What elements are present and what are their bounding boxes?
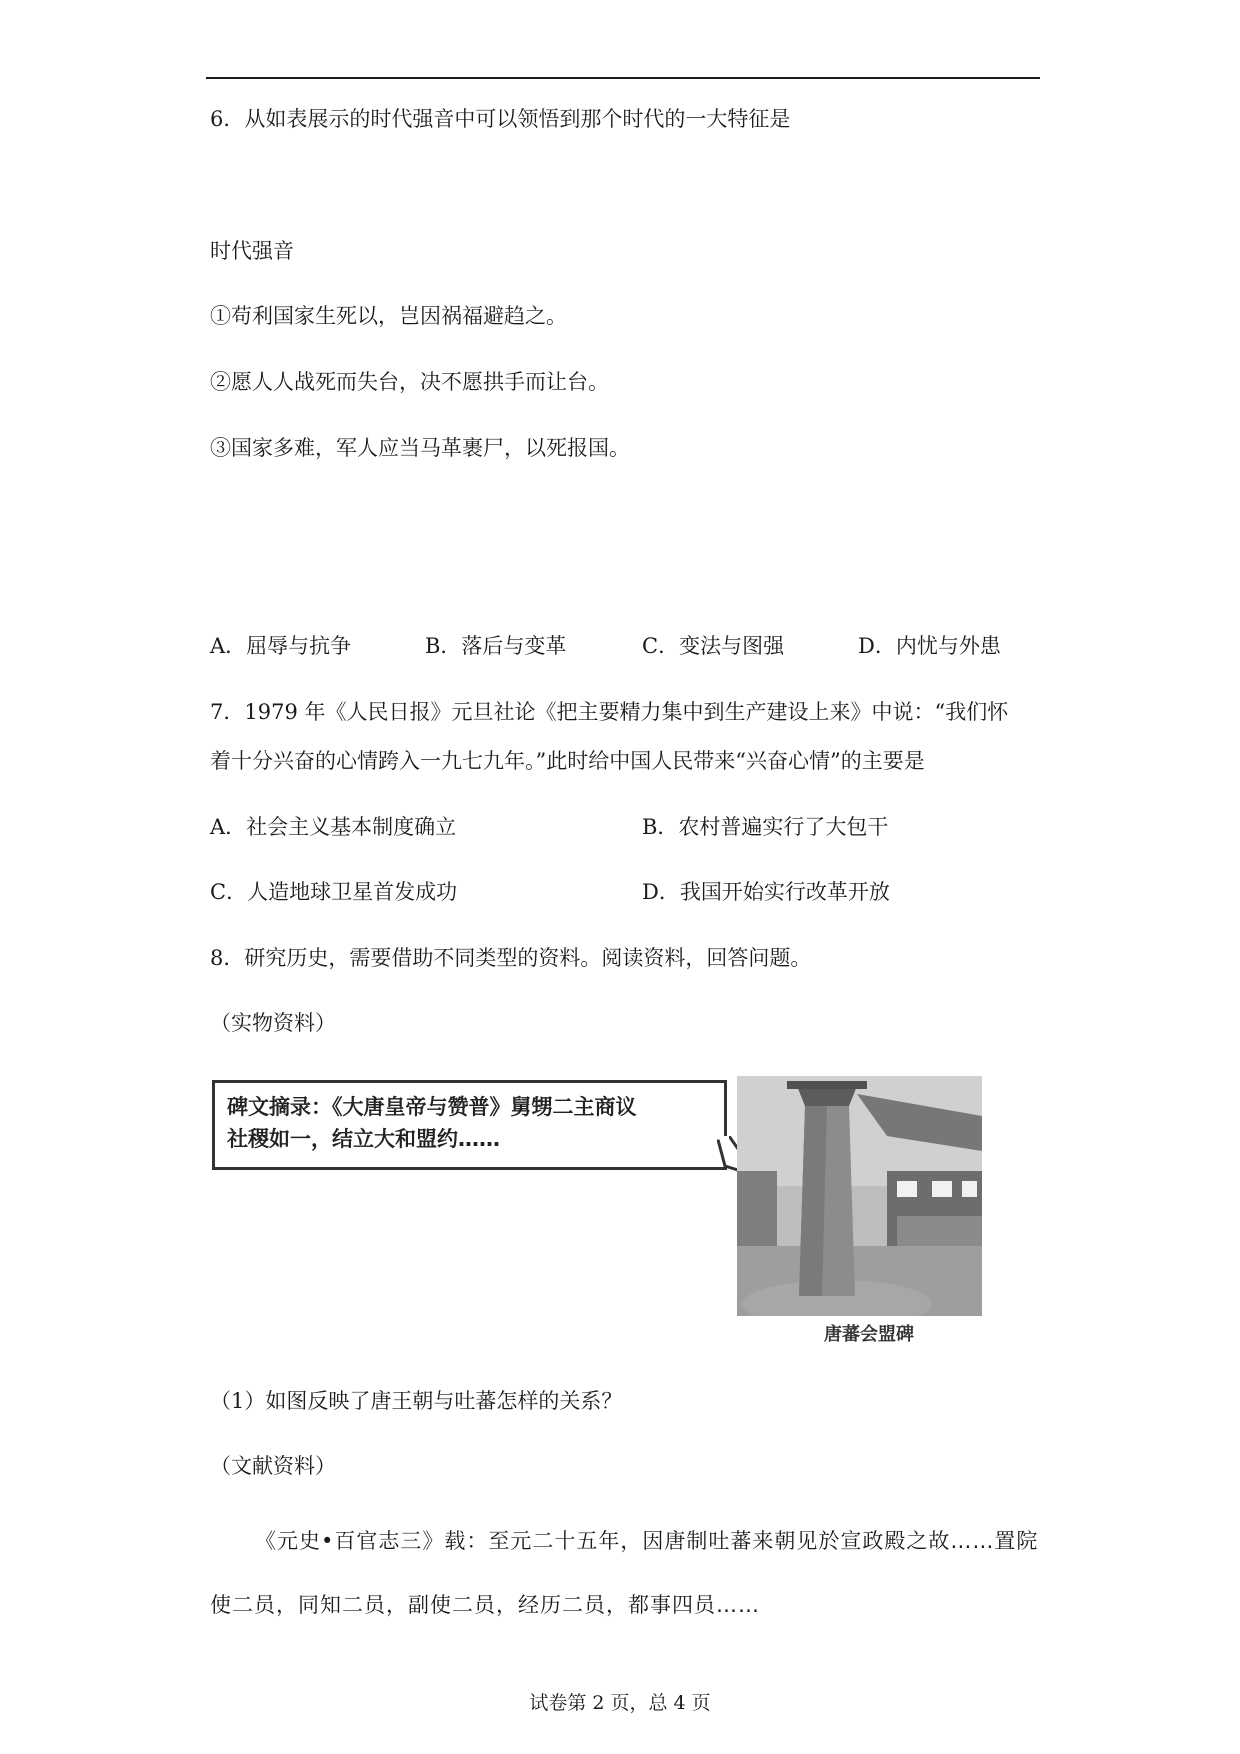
q8-doc-line1: 《元史•百官志三》载：至元二十五年，因唐制吐蕃来朝见於宣政殿之故……置院 (255, 1529, 1039, 1553)
q8-sub1: （1）如图反映了唐王朝与吐蕃怎样的关系？ (210, 1389, 623, 1413)
q7-option-d: D．我国开始实行改革开放 (642, 880, 890, 904)
q6-table-header: 时代强音 (210, 239, 294, 263)
q6-stem: 6．从如表展示的时代强音中可以领悟到那个时代的一大特征是 (210, 107, 791, 131)
q7-option-a: A．社会主义基本制度确立 (210, 815, 457, 839)
q6-item-1: ①苟利国家生死以，岂因祸福避趋之。 (210, 304, 567, 328)
q8-material2-label: （文献资料） (210, 1454, 336, 1478)
inscription-line2: 社稷如一，结立大和盟约…… (227, 1127, 500, 1151)
inscription-line1: 碑文摘录：《大唐皇帝与赞普》舅甥二主商议 (227, 1095, 637, 1119)
q7-option-b: B．农村普遍实行了大包干 (642, 815, 889, 839)
q6-item-2: ②愿人人战死而失台，决不愿拱手而让台。 (210, 370, 609, 394)
q7-option-c: C．人造地球卫星首发成功 (210, 880, 458, 904)
q7-stem-line1: 7．1979 年《人民日报》元旦社论《把主要精力集中到生产建设上来》中说：“我们怀 (210, 700, 1009, 724)
q6-item-3: ③国家多难，军人应当马革裹尸，以死报国。 (210, 436, 630, 460)
stele-figure (212, 1076, 982, 1346)
stele-photo (737, 1076, 982, 1316)
q8-material1-label: （实物资料） (210, 1011, 336, 1035)
q7-stem-line2: 着十分兴奋的心情跨入一九七九年。”此时给中国人民带来“兴奋心情”的主要是 (210, 749, 925, 773)
inscription-bubble (212, 1080, 727, 1170)
photo-caption: 唐蕃会盟碑 (824, 1324, 914, 1345)
q6-option-d: D．内忧与外患 (858, 634, 1001, 658)
q8-stem: 8．研究历史，需要借助不同类型的资料。阅读资料，回答问题。 (210, 946, 812, 970)
q6-option-b: B．落后与变革 (425, 634, 567, 658)
q6-option-a: A．屈辱与抗争 (210, 634, 352, 658)
q6-option-c: C．变法与图强 (642, 634, 785, 658)
q8-doc-line2: 使二员，同知二员，副使二员，经历二员，都事四员…… (210, 1593, 760, 1617)
header-rule (206, 77, 1040, 79)
page-footer: 试卷第 2 页，总 4 页 (529, 1692, 711, 1714)
